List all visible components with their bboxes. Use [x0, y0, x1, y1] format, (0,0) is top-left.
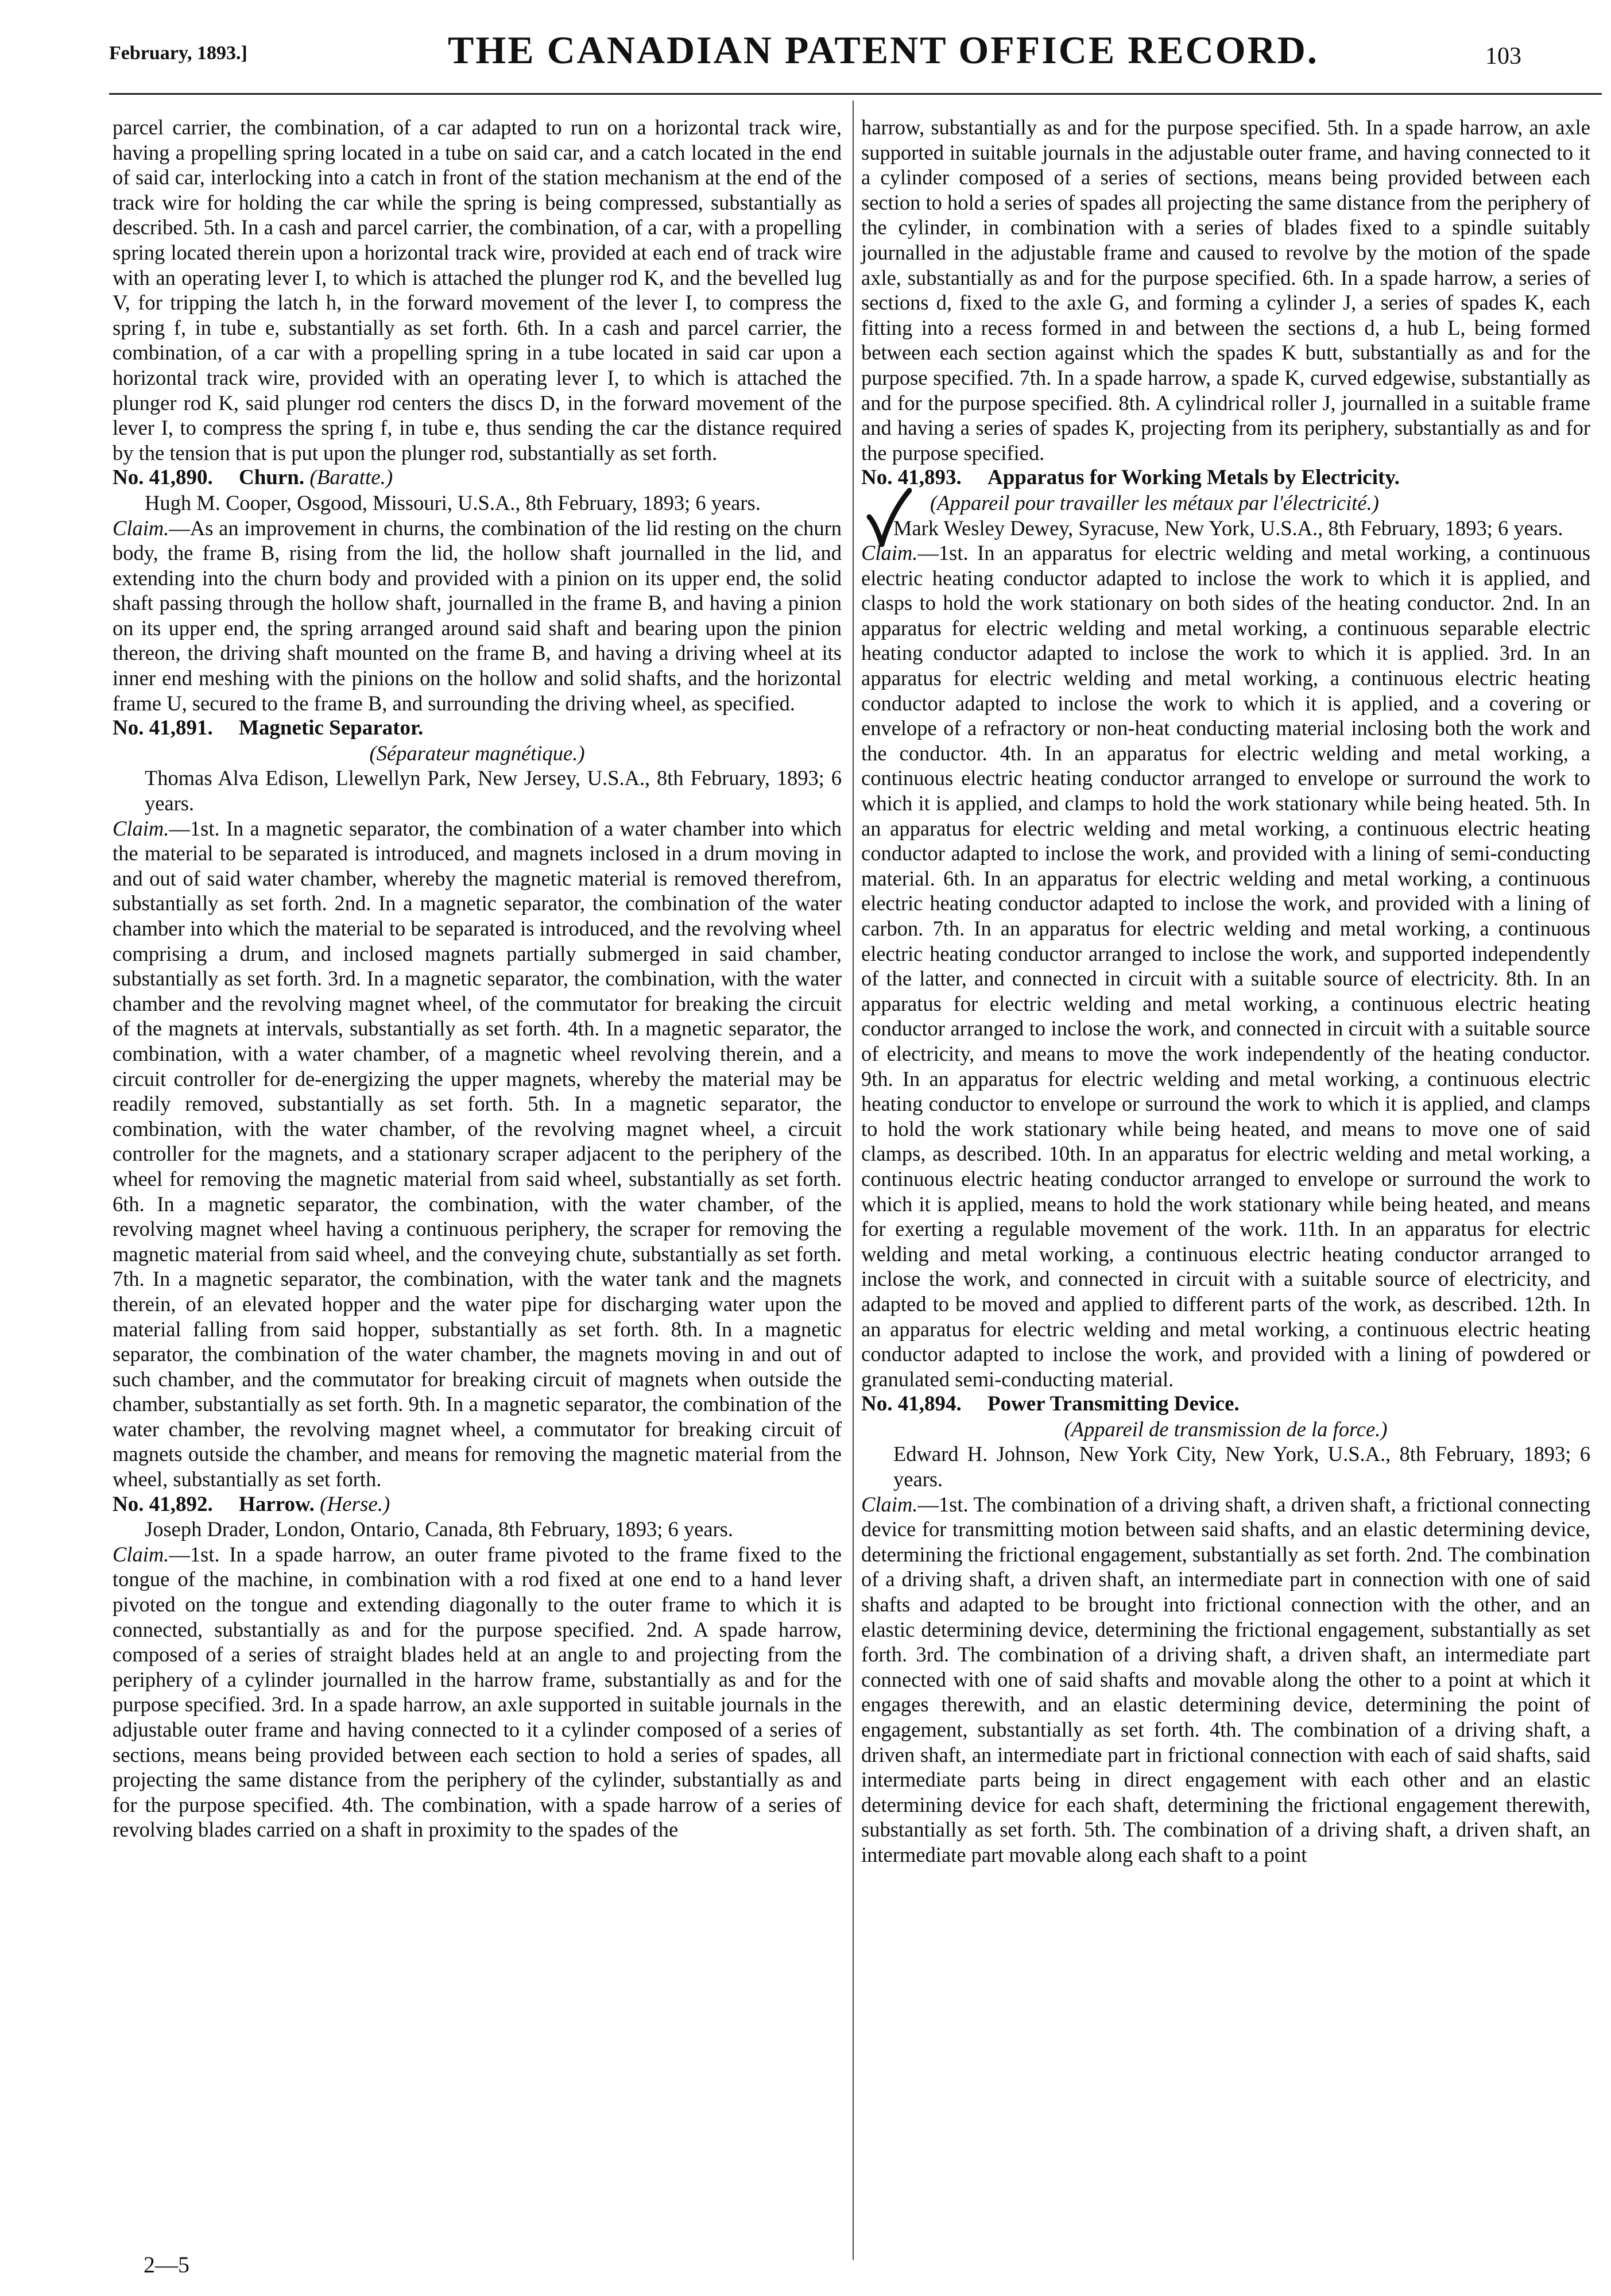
claim-text — [861, 540, 1590, 1391]
french-title: (Baratte.) — [309, 466, 393, 490]
checkmark-icon — [866, 487, 912, 550]
inventor-line: Edward H. Johnson, New York City, New York, U.S.A., 8th February, 1893; 6 years. — [893, 1442, 1590, 1491]
claim-text — [113, 1542, 842, 1842]
inventor-line: Thomas Alva Edison, Llewellyn Park, New Jersey, U.S.A., 8th February, 1893; 6 years. — [145, 766, 842, 815]
claim-body: —As an improvement in churns, the combination of the lid resting on the churn body, the frame B, rising from the lid, the hollow shaft journalled in the lid, and extending into the churn body and provided with a pinion on its upper end, the solid shaft passing through the hollow shaft, journalled in the frame B, and having a pinion on its upper end, the spring arranged around said shaft and bearing upon the pinion thereon, the driving shaft mounted on the frame B, and having a driving wheel at its inner end meshing with the pinions on the hollow and solid shafts, and the horizontal frame U, secured to the frame B, and surrounding the driving wheel, as specified. — [113, 516, 842, 715]
continuation-text: harrow, substantially as and for the purpose specified. 5th. In a spade harrow, an axle supported in suitable journals in the adjustable outer frame, and having connected to it a cylinder composed of a series of sections, means being provided between each section to hold a series of spades all projecting the same distance from the periphery of the cylinder, in combination with a series of blades fixed to a spindle suitably journalled in the adjustable frame and caused to revolve by the motion of the spade axle, substantially as and for the purpose specified. 6th. In a spade harrow, a series of sections d, fixed to the axle G, and forming a cylinder J, a series of spades K, each fitting into a recess formed in and between the sections d, a hub L, being formed between each section against which the spades K butt, substantially as and for the purpose specified. 7th. In a spade harrow, a spade K, curved edgewise, substantially as and for the purpose specified. 8th. A cylindrical roller J, journalled in a suitable frame and having a series of spades K, projecting from its periphery, substantially as and for the purpose specified. — [861, 115, 1590, 465]
publication-title: THE CANADIAN PATENT OFFICE RECORD. — [448, 28, 1319, 72]
patent-title: Churn. — [238, 466, 305, 490]
french-title: (Appareil pour travailler les métaux par l'électricité.) — [930, 490, 1379, 515]
patent-number: No. 41,893. — [861, 466, 962, 490]
patent-number: No. 41,890. — [113, 466, 213, 490]
issue-date: February, 1893.] — [109, 42, 247, 64]
patent-title: Power Transmitting Device. — [987, 1392, 1240, 1416]
patent-title: Harrow. — [238, 1492, 315, 1516]
patent-heading — [113, 716, 842, 741]
claim-body: —1st. In an apparatus for electric welding and metal working, a continuous electric heating conductor adapted to inclose the work to which it is applied, and clasps to hold the work stationary on both sides of the heating conductor. 2nd. In an apparatus for electric welding and metal working, a continuous separable electric heating conductor adapted to inclose the work to which it is applied. 3rd. In an apparatus for electric welding and metal working, a continuous electric heating conductor adapted to inclose the work to which it is applied, and a covering or envelope of a refractory or non-heat conducting material inclosing both the work and the conductor. 4th. In an apparatus for electric welding and metal working, a continuous electric heating conductor arranged to envelope or surround the work to which it is applied, and clamps to hold the work stationary while being heated. 5th. In an apparatus for electric welding and metal working, a continuous electric heating conductor adapted to inclose the work, and provided with a lining of semi-conducting material. 6th. In an apparatus for electric welding and metal working, a continuous electric heating conductor adapted to inclose the work, and provided with a lining of carbon. 7th. In an apparatus for electric welding and metal working, a continuous electric heating conductor arranged to inclose the work, and supported independently of the latter, and connected in circuit with a suitable source of electricity. 8th. In an apparatus for electric welding and metal working, a continuous electric heating conductor arranged to inclose the work, and connected in circuit with a suitable source of electricity, and means to move the work independently of the heating conductor. 9th. In an apparatus for electric welding and metal working, a continuous electric heating conductor to envelope or surround the work to which it is applied, and clamps to hold the work stationary while being heated, and means to move one of said clamps, as described. 10th. In an apparatus for electric welding and metal working, a continuous electric heating conductor arranged to envelope or surround the work to which it is applied, means to hold the work stationary while being heated, and means for exerting a regulable movement of the work. 11th. In an apparatus for electric welding and metal working, a continuous electric heating conductor arranged to inclose the work, and connected in circuit with a suitable source of electricity, and adapted to be moved and applied to different parts of the work, as described. 12th. In an apparatus for electric welding and metal working, a continuous electric heating conductor adapted to inclose the work, and provided with a lining of powdered or granulated semi-conducting material. — [861, 541, 1590, 1391]
patent-heading — [861, 1391, 1590, 1417]
patent-number: No. 41,891. — [113, 716, 213, 740]
claim-label: Claim. — [861, 541, 918, 565]
patent-heading — [113, 465, 842, 490]
claim-body: —1st. In a spade harrow, an outer frame pivoted to the frame fixed to the tongue of the machine, in combination with a rod fixed at one end to a hand lever pivoted on the tongue and extending diagonally to the outer frame to which it is connected, substantially as and for the purpose specified. 2nd. A spade harrow, composed of a series of straight blades held at an angle to and projecting from the periphery of a cylinder journalled in the harrow frame, substantially as and for the purpose specified. 3rd. In a spade harrow, an axle supported in suitable journals in the adjustable outer frame and having connected to it a cylinder composed of a series of sections, means being provided between each section to hold a series of spades, all projecting the same distance from the periphery of the cylinder, substantially as and for the purpose specified. 4th. The combination, with a spade harrow of a series of revolving blades carried on a shaft in proximity to the spades of the — [113, 1542, 842, 1842]
french-title: (Séparateur magnétique.) — [369, 741, 585, 765]
patent-title: Magnetic Separator. — [238, 716, 424, 740]
inventor-line: Joseph Drader, London, Ontario, Canada, 8th February, 1893; 6 years. — [145, 1517, 734, 1541]
right-column — [861, 115, 1590, 1868]
inventor-line: Mark Wesley Dewey, Syracuse, New York, U.S.A., 8th February, 1893; 6 years. — [893, 516, 1563, 540]
claim-text — [861, 1492, 1590, 1868]
signature-mark: 2—5 — [144, 2252, 189, 2278]
header-rule — [109, 93, 1602, 95]
patent-heading — [861, 465, 1590, 490]
patent-heading — [113, 1492, 842, 1517]
column-divider — [853, 101, 854, 2260]
french-title: (Appareil de transmission de la force.) — [1064, 1417, 1388, 1441]
patent-number: No. 41,892. — [113, 1492, 213, 1516]
left-column — [113, 115, 842, 1842]
claim-label: Claim. — [861, 1492, 918, 1516]
claim-body: —1st. The combination of a driving shaft, a driven shaft, a frictional connecting device for transmitting motion between said shafts, and an elastic determining device, determining the frictional engagement, substantially as set forth. 2nd. The combination of a driving shaft, a driven shaft, an intermediate part in connection with one of said shafts and adapted to be brought into frictional connection with the other, and an elastic determining device, determining the frictional engagement, substantially as set forth. 3rd. The combination of a driving shaft, a driven shaft, an intermediate part connected with one of said shafts and movable along the other to a point at which it engages therewith, and an elastic determining device, determining the point of engagement, substantially as set forth. 4th. The combination of a driving shaft, a driven shaft, an intermediate part in frictional connection with each of said shafts, said intermediate parts being in direct engagement with each other and an elastic determining device for each shaft, determining the frictional engagement therewith, substantially as set forth. 5th. The combination of a driving shaft, a driven shaft, an intermediate part movable along each shaft to a point — [861, 1492, 1590, 1866]
claim-label: Claim. — [113, 816, 169, 840]
checked-entry — [861, 465, 1590, 515]
patent-number: No. 41,894. — [861, 1392, 962, 1416]
patent-title: Apparatus for Working Metals by Electricity. — [987, 466, 1400, 490]
claim-text — [113, 816, 842, 1492]
claim-label: Claim. — [113, 1542, 169, 1566]
claim-text — [113, 516, 842, 716]
page-header — [109, 28, 1521, 82]
claim-body: —1st. In a magnetic separator, the combination of a water chamber into which the material to be separated is introduced, and magnets inclosed in a drum moving in and out of said water chamber, whereby the magnetic material is removed therefrom, substantially as set forth. 2nd. In a magnetic separator, the combination of the water chamber into which the material to be separated is introduced, and the revolving wheel comprising a drum, and inclosed magnets partially submerged in said chamber, substantially as set forth. 3rd. In a magnetic separator, the combination, with the water chamber and the revolving magnet wheel, of the commutator for breaking the circuit of the magnets at intervals, substantially as set forth. 4th. In a magnetic separator, the combination, with a water chamber, of a magnetic wheel revolving therein, and a circuit controller for de-energizing the upper magnets, whereby the material may be readily removed, substantially as set forth. 5th. In a magnetic separator, the combination, with the water chamber, of the revolving magnet wheel, a circuit controller for the magnets, and a stationary scraper adjacent to the periphery of the wheel for removing the magnetic material from said wheel, substantially as set forth. 6th. In a magnetic separator, the combination, with the water chamber, of the revolving magnet wheel having a continuous periphery, the scraper for removing the magnetic material from said wheel, and the conveying chute, substantially as set forth. 7th. In a magnetic separator, the combination, with the water tank and the magnets therein, of an elevated hopper and the water pipe for discharging water upon the material falling from said hopper, substantially as set forth. 8th. In a magnetic separator, the combination of the water chamber, the magnets moving in and out of such chamber, and the commutator for breaking circuit of magnets when outside the chamber, substantially as set forth. 9th. In a magnetic separator, the combination of the water chamber, the revolving magnet wheel, a commutator for breaking circuit of magnets outside the chamber, and means for removing the magnetic material from the wheel, substantially as set forth. — [113, 816, 842, 1491]
inventor-line: Hugh M. Cooper, Osgood, Missouri, U.S.A., 8th February, 1893; 6 years. — [145, 490, 761, 515]
continuation-text: parcel carrier, the combination, of a car adapted to run on a horizontal track wire, having a propelling spring located in a tube on said car, and a catch located in the end of said car, interlocking into a catch in front of the station mechanism at the end of the track wire for holding the car while the spring is being compressed, substantially as described. 5th. In a cash and parcel carrier, the combination, of a car, with a propelling spring located therein upon a horizontal track wire, provided at each end of track wire with an operating lever I, to which is attached the plunger rod K, and the bevelled lug V, for tripping the latch h, in the forward movement of the lever I, to compress the spring f, in tube e, substantially as set forth. 6th. In a cash and parcel carrier, the combination, of a car with a propelling spring in a tube located in said car upon a horizontal track wire, provided with an operating lever I, to which is attached the plunger rod K, said plunger rod centers the discs D, in the forward movement of the lever I, to compress the spring f, in tube e, thus sending the car the distance required by the tension that is put upon the plunger rod, substantially as set forth. — [113, 115, 842, 465]
french-title: (Herse.) — [320, 1492, 390, 1516]
page-number: 103 — [1485, 43, 1521, 69]
claim-label: Claim. — [113, 516, 169, 540]
